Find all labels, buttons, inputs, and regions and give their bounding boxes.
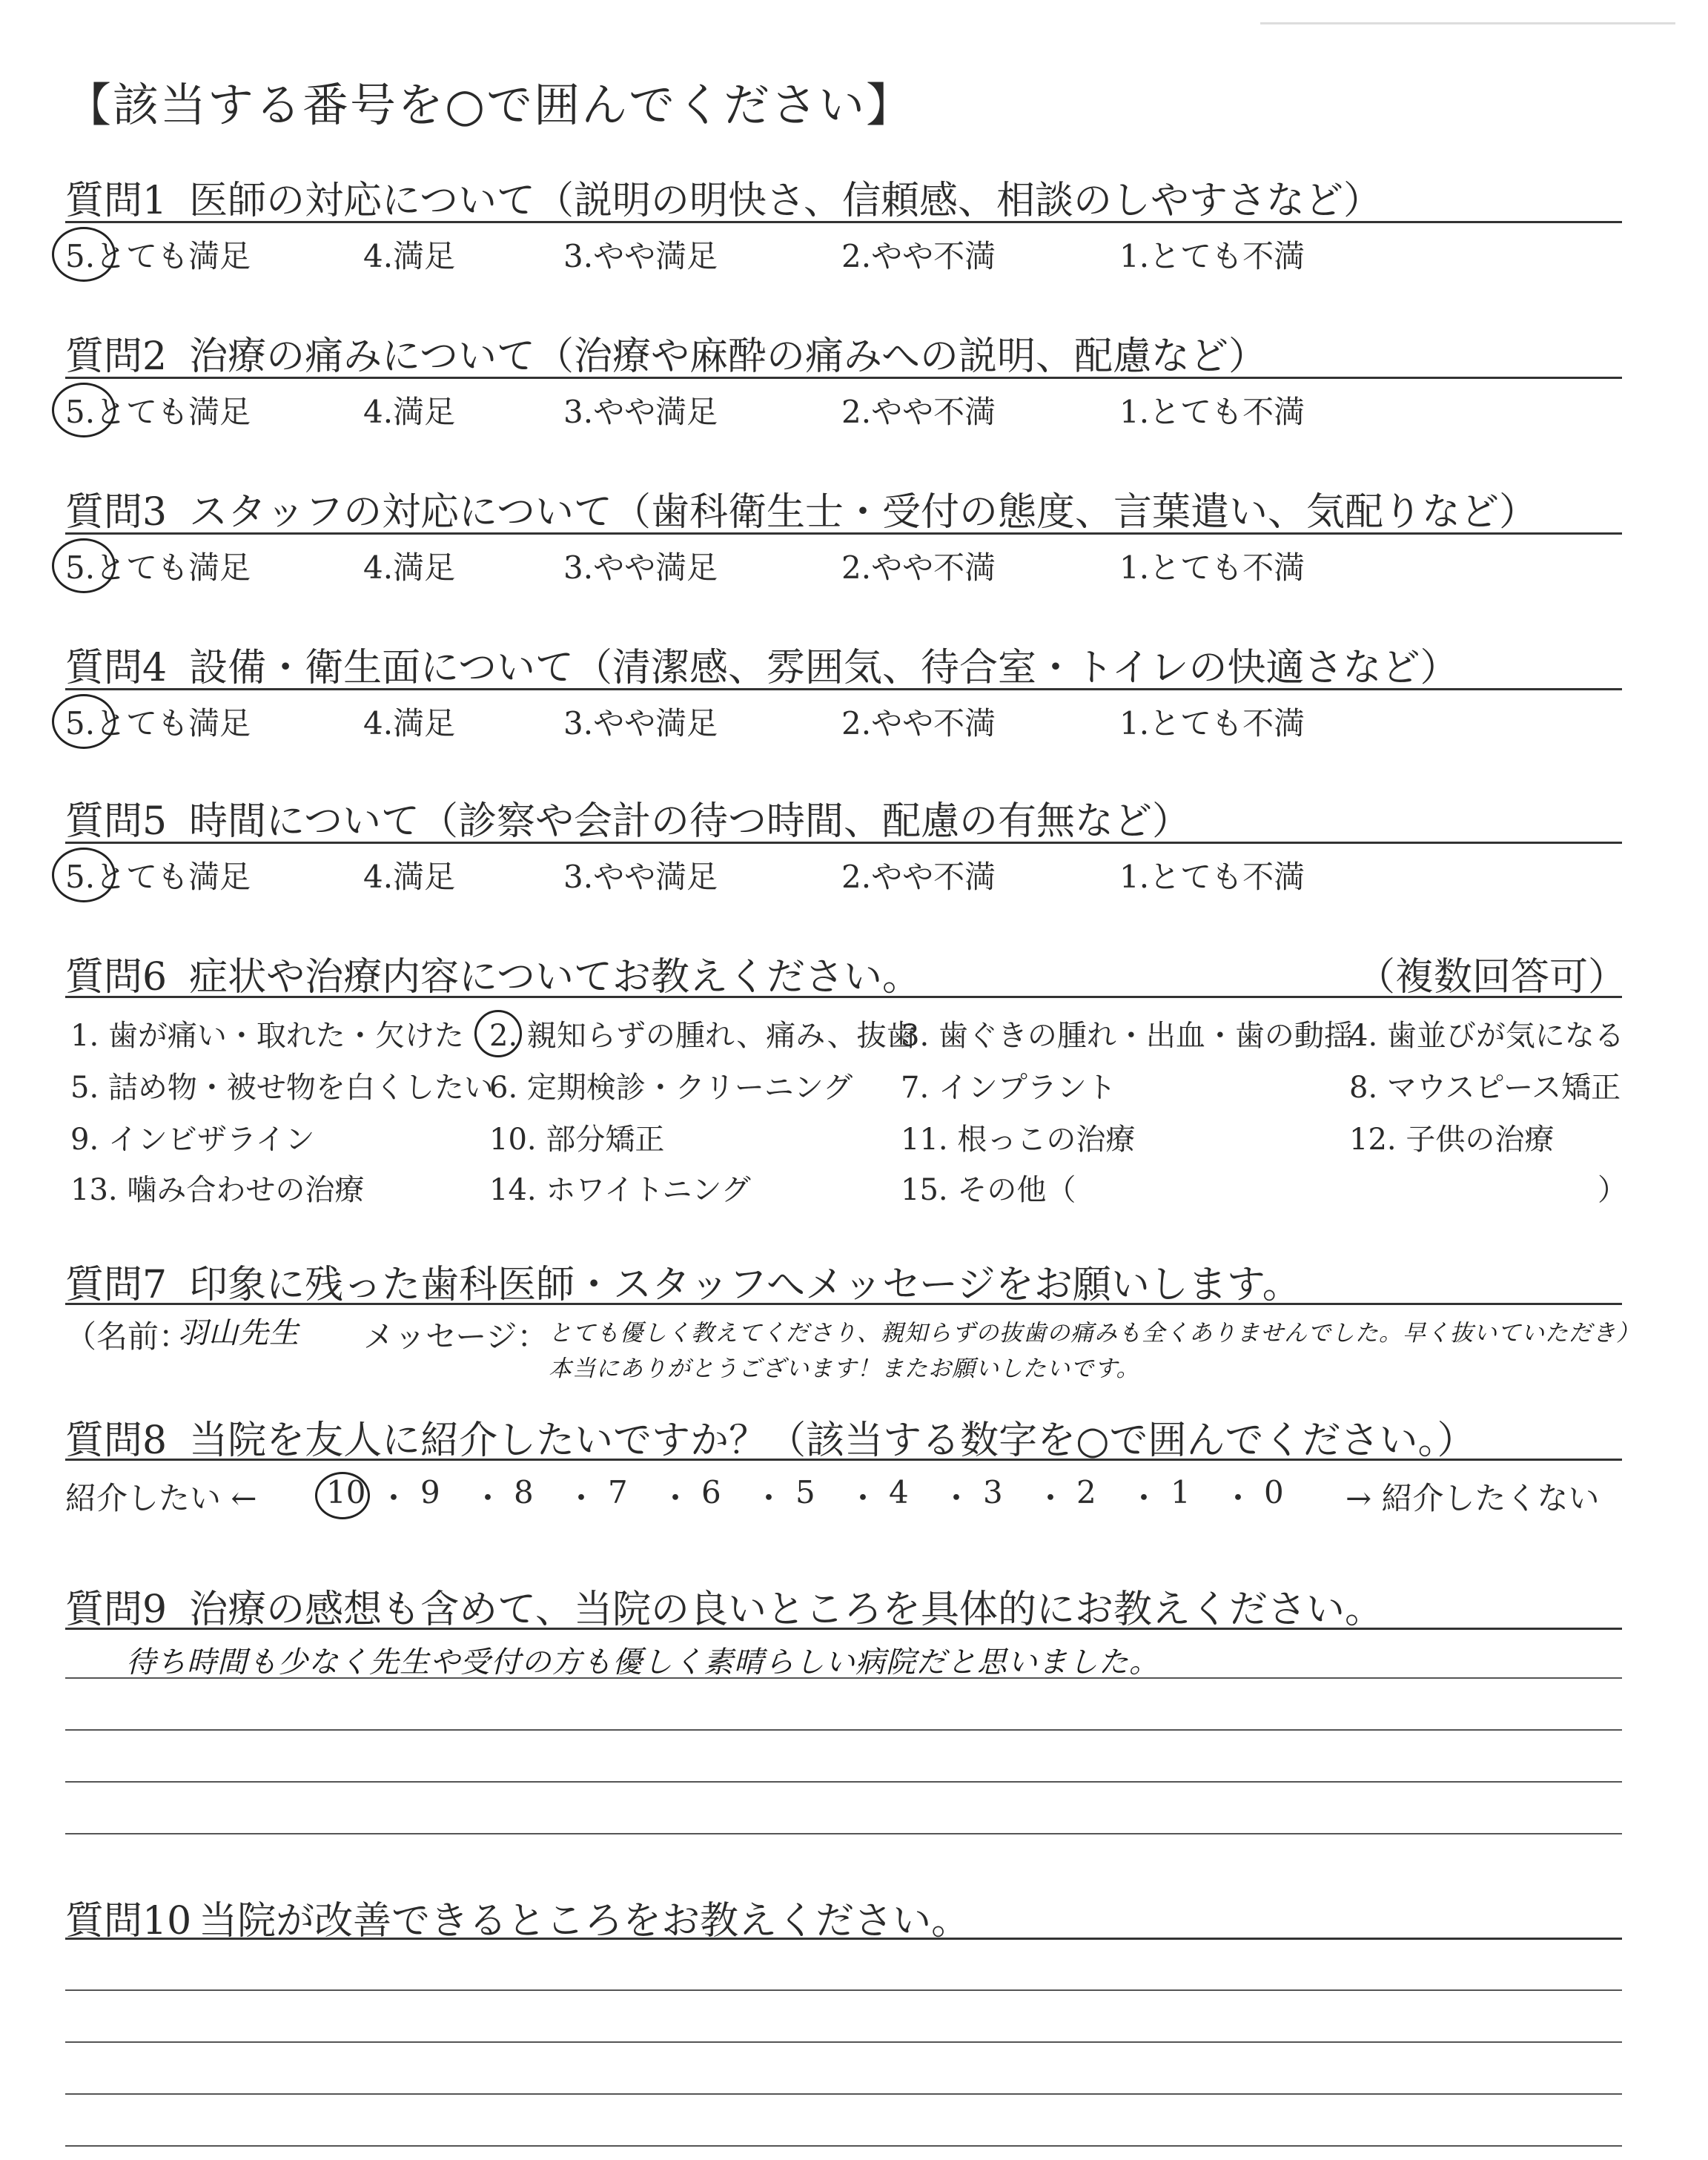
q7-text: 印象に残った歯科医師・スタッフへメッセージをお願いします。 (189, 1263, 1301, 1307)
q3-selection-circle (52, 538, 116, 593)
q2-rule (65, 377, 1622, 379)
q9-answer-line (65, 1781, 1622, 1783)
q4-selection-circle (52, 694, 116, 749)
q5-rule (65, 842, 1622, 844)
q6-option-4[interactable]: 4. 歯並びが気になる (1349, 1019, 1624, 1053)
q7-name-value: 羽山先生 (178, 1316, 299, 1350)
q5-option-2[interactable]: 2.やや不満 (841, 859, 996, 895)
q8-number: 質問8 (65, 1418, 168, 1463)
q6-option-15[interactable]: 15. その他（ (901, 1173, 1076, 1207)
q10-answer-line (65, 2145, 1622, 2147)
q1-option-5[interactable]: 5.とても満足 (65, 238, 251, 274)
q6-selection-circle (474, 1010, 522, 1057)
q5-text: 時間について（診察や会計の待つ時間、配慮の有無など） (189, 799, 1191, 844)
q6-option-10[interactable]: 10. 部分矯正 (489, 1123, 665, 1157)
q6-option-5[interactable]: 5. 詰め物・被せ物を白くしたい (70, 1071, 494, 1105)
q8-right-label: → 紹介したくない (1345, 1480, 1600, 1516)
q8-scale-separator: ・ (472, 1480, 504, 1516)
q7-heading (65, 1253, 1301, 1309)
q2-option-5[interactable]: 5.とても満足 (65, 394, 251, 430)
q8-scale-1[interactable]: 1 (1171, 1474, 1191, 1510)
q6-text: 症状や治療内容についてお教えください。 (189, 955, 921, 1000)
q8-scale-6[interactable]: 6 (701, 1474, 721, 1510)
q7-message-label: メッセージ： (363, 1318, 549, 1355)
q8-scale-separator: ・ (847, 1480, 879, 1516)
q7-name-label: （名前： (65, 1318, 191, 1355)
q9-rule (65, 1628, 1622, 1630)
q6-option-14[interactable]: 14. ホワイトニング (489, 1173, 751, 1207)
q5-selection-circle (52, 848, 116, 902)
q7-message-line1: とても優しく教えてくださり、親知らずの抜歯の痛みも全くありませんでした。早く抜いていただき） (549, 1320, 1640, 1347)
q2-option-4[interactable]: 4.満足 (363, 394, 456, 430)
q2-number: 質問2 (65, 334, 168, 379)
q4-rule (65, 688, 1622, 690)
q8-scale-separator: ・ (566, 1480, 598, 1516)
q6-other-close-paren: ） (1598, 1173, 1627, 1207)
q1-heading (65, 169, 1382, 225)
q9-answer: 待ち時間も少なく先生や受付の方も優しく素晴らしい病院だと思いました。 (126, 1645, 1159, 1680)
q3-option-3[interactable]: 3.やや満足 (563, 549, 718, 586)
q1-option-4[interactable]: 4.満足 (363, 238, 456, 274)
q2-heading (65, 325, 1267, 380)
q9-answer-line (65, 1729, 1622, 1731)
q7-message-line2: 本当にありがとうございます！またお願いしたいです。 (549, 1355, 1140, 1382)
q3-text: スタッフの対応について（歯科衛生士・受付の態度、言葉遣い、気配りなど） (189, 490, 1538, 535)
q6-option-9[interactable]: 9. インビザライン (70, 1123, 315, 1157)
q1-text: 医師の対応について（説明の明快さ、信頼感、相談のしやすさなど） (189, 179, 1382, 223)
q8-scale-4[interactable]: 4 (889, 1474, 909, 1510)
q9-number: 質問9 (65, 1588, 168, 1632)
q3-option-2[interactable]: 2.やや不満 (841, 549, 996, 586)
q6-option-2[interactable]: 2. 親知らずの腫れ、痛み、抜歯 (489, 1019, 916, 1053)
q6-option-3[interactable]: 3. 歯ぐきの腫れ・出血・歯の動揺 (901, 1019, 1354, 1053)
q6-option-8[interactable]: 8. マウスピース矯正 (1349, 1071, 1621, 1105)
q4-option-3[interactable]: 3.やや満足 (563, 705, 718, 742)
q8-scale-8[interactable]: 8 (514, 1474, 534, 1510)
q6-option-6[interactable]: 6. 定期検診・クリーニング (489, 1071, 853, 1105)
q9-text: 治療の感想も含めて、当院の良いところを具体的にお教えください。 (189, 1588, 1384, 1632)
q8-scale-separator: ・ (941, 1480, 973, 1516)
q6-option-13[interactable]: 13. 噛み合わせの治療 (70, 1173, 365, 1207)
q8-selection-circle (315, 1472, 370, 1519)
q10-answer-line (65, 2041, 1622, 2043)
q5-number: 質問5 (65, 799, 168, 844)
q8-scale-2[interactable]: 2 (1076, 1474, 1096, 1510)
q6-heading (65, 945, 921, 1001)
q4-text: 設備・衛生面について（清潔感、雰囲気、待合室・トイレの快適さなど） (189, 646, 1459, 690)
q1-number: 質問1 (65, 179, 168, 223)
q8-scale-separator: ・ (753, 1480, 785, 1516)
q6-option-12[interactable]: 12. 子供の治療 (1349, 1123, 1555, 1157)
q8-text: 当院を友人に紹介したいですか？（該当する数字を○で囲んでください。） (189, 1418, 1476, 1463)
q3-number: 質問3 (65, 490, 168, 535)
q5-option-3[interactable]: 3.やや満足 (563, 859, 718, 895)
q2-option-2[interactable]: 2.やや不満 (841, 394, 996, 430)
q6-option-11[interactable]: 11. 根っこの治療 (901, 1123, 1136, 1157)
q4-option-4[interactable]: 4.満足 (363, 705, 456, 742)
q7-rule (65, 1303, 1622, 1305)
q6-number: 質問6 (65, 955, 168, 1000)
q8-scale-separator: ・ (1222, 1480, 1254, 1516)
q5-option-5[interactable]: 5.とても満足 (65, 859, 251, 895)
q2-text: 治療の痛みについて（治療や麻酔の痛みへの説明、配慮など） (189, 334, 1268, 379)
q10-answer-line (65, 2093, 1622, 2095)
scan-edge (1260, 22, 1675, 24)
q3-rule (65, 532, 1622, 535)
q5-option-4[interactable]: 4.満足 (363, 859, 456, 895)
q10-answer-line (65, 1989, 1622, 1991)
q4-number: 質問4 (65, 646, 168, 690)
q1-selection-circle (52, 227, 116, 282)
q8-scale-9[interactable]: 9 (420, 1474, 440, 1510)
q8-scale-10[interactable]: 10 (326, 1474, 366, 1510)
q6-option-1[interactable]: 1. 歯が痛い・取れた・欠けた (70, 1019, 464, 1053)
q4-option-1[interactable]: 1.とても不満 (1119, 705, 1305, 742)
q8-scale-3[interactable]: 3 (983, 1474, 1003, 1510)
q1-option-1[interactable]: 1.とても不満 (1119, 238, 1305, 274)
q9-heading (65, 1578, 1383, 1634)
q10-number: 質問10 (65, 1899, 192, 1943)
q2-option-1[interactable]: 1.とても不満 (1119, 394, 1305, 430)
q3-option-1[interactable]: 1.とても不満 (1119, 549, 1305, 586)
q6-rule (65, 996, 1622, 998)
q4-option-2[interactable]: 2.やや不満 (841, 705, 996, 742)
q4-option-5[interactable]: 5.とても満足 (65, 705, 251, 742)
q2-option-3[interactable]: 3.やや満足 (563, 394, 718, 430)
q8-heading (65, 1409, 1475, 1464)
q10-heading (65, 1889, 970, 1945)
q9-answer-line (65, 1833, 1622, 1834)
page-title: 【該当する番号を○で囲んでください】 (65, 78, 914, 132)
q8-scale-separator: ・ (1128, 1480, 1160, 1516)
q6-option-7[interactable]: 7. インプラント (901, 1071, 1116, 1105)
q3-option-5[interactable]: 5.とても満足 (65, 549, 251, 586)
q8-scale-separator: ・ (660, 1480, 692, 1516)
q1-option-2[interactable]: 2.やや不満 (841, 238, 996, 274)
q8-left-label: 紹介したい ← (65, 1480, 257, 1516)
q1-rule (65, 221, 1622, 223)
q8-scale-separator: ・ (1035, 1480, 1067, 1516)
q5-heading (65, 790, 1191, 845)
q1-option-3[interactable]: 3.やや満足 (563, 238, 718, 274)
q10-rule (65, 1938, 1622, 1940)
q3-heading (65, 480, 1537, 536)
q7-number: 質問7 (65, 1263, 168, 1307)
q2-selection-circle (52, 383, 116, 437)
q8-rule (65, 1459, 1622, 1461)
q6-note: （複数回答可） (1357, 955, 1627, 1000)
q9-answer-line (65, 1677, 1622, 1679)
q8-scale-5[interactable]: 5 (795, 1474, 815, 1510)
q8-scale-0[interactable]: 0 (1264, 1474, 1284, 1510)
q4-heading (65, 636, 1458, 692)
q5-option-1[interactable]: 1.とても不満 (1119, 859, 1305, 895)
q8-scale-7[interactable]: 7 (608, 1474, 628, 1510)
q3-option-4[interactable]: 4.満足 (363, 549, 456, 586)
q8-scale-separator: ・ (378, 1480, 410, 1516)
q10-text: 当院が改善できるところをお教えください。 (199, 1899, 970, 1943)
